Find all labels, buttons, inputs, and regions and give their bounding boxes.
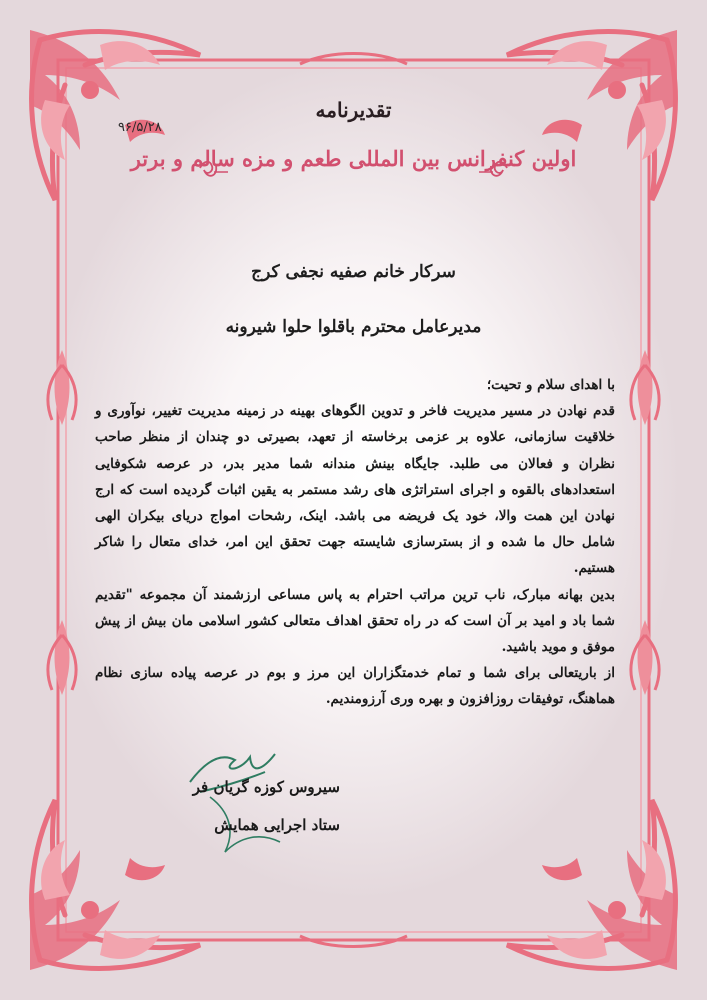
greeting-paragraph: با اهدای سلام و تحیت؛ [486,377,615,393]
body-paragraph: قدم نهادن در مسیر مدیریت فاخر و تدوین الگوهای بهینه در زمینه مدیریت تغییر، نوآوری و خلاقیت سازمانی، علاوه بر عزمی برخاسته از تعهد، بصیرتی دو چندان از منظر صاحب نظران و فعالان می طلبد. جایگاه بینش مندانه شما مدیر بدر، در عرصه شکوفایی استعدادهای بالقوه و اجرای استراتژی های رشد مستمر به یقین اثبات گردیده است که ارج نهادن این همت والا، خود یک فریضه می باشد. اینک، رشحات امواج دریای بیکران الهی شامل حال ما شده و از بسترسازی شایسته جهت تحقق این امر، خدای متعال را شاکر هستیم. [95,403,615,577]
certificate-body [95,372,615,713]
body-paragraph: بدین بهانه مبارک، ناب ترین مراتب احترام به پاس مساعی ارزشمند آن مجموعه "تقدیم شما باد و امید بر آن است که در راه تحقق اهداف متعالی کشور اسلامی مان بیش از پیش موفق و موید باشید. [95,586,615,656]
conference-title: اولین کنفرانس بین المللی طعم و مزه سالم و برتر [130,146,577,171]
body-paragraph: از باریتعالی برای شما و تمام خدمتگزاران این مرز و بوم در عرصه پیاده سازی نظام هماهنگ، توفیقات روزافزون و بهره وری آرزومندیم. [95,665,615,708]
signatory-title: ستاد اجرایی همایش [214,816,340,834]
signatory-name: سیروس کوزه گریان فر [192,778,340,796]
certificate-heading: تقدیرنامه [315,98,392,122]
certificate-date: ۹۶/۵/۲۸ [118,120,162,135]
recipient-role: مدیرعامل محترم باقلوا حلوا شیرونه [225,317,482,337]
recipient-name: سرکار خانم صفیه نجفی کرج [251,262,456,282]
signature-scribble-icon [180,742,290,862]
